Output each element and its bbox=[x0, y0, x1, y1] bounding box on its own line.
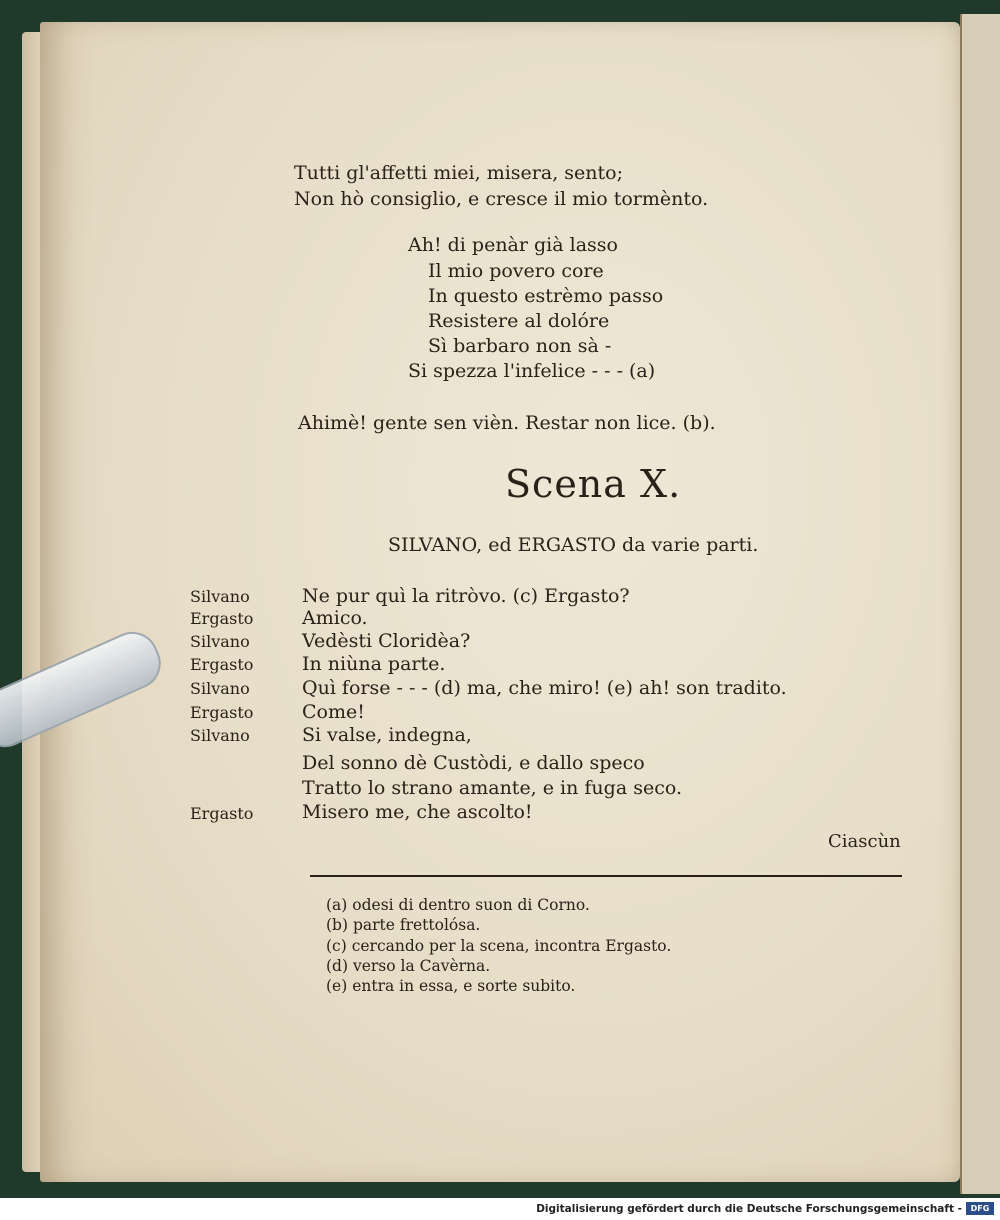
dialogue-line: Misero me, che ascolto! bbox=[302, 801, 533, 823]
aria-line-5: Sì barbaro non sà - bbox=[428, 335, 612, 357]
footnote: (b) parte frettolósa. bbox=[326, 916, 481, 934]
closing-line: Ahimè! gente sen vièn. Restar non lice. (b). bbox=[298, 412, 716, 434]
dfg-logo: DFG bbox=[966, 1202, 994, 1215]
verse-line-1: Tutti gl'affetti miei, misera, sento; bbox=[294, 162, 623, 184]
speaker-name: Silvano bbox=[190, 726, 250, 745]
footnote: (c) cercando per la scena, incontra Ergasto. bbox=[326, 937, 672, 955]
aria-line-1: Ah! di penàr già lasso bbox=[408, 234, 618, 256]
dialogue-line: Come! bbox=[302, 701, 365, 723]
dialogue-line: In niùna parte. bbox=[302, 653, 446, 675]
catchword: Ciascùn bbox=[828, 831, 901, 852]
dialogue-line: Ne pur quì la ritròvo. (c) Ergasto? bbox=[302, 585, 630, 607]
speaker-name: Silvano bbox=[190, 632, 250, 651]
aria-line-4: Resistere al dolóre bbox=[428, 310, 610, 332]
digitization-footer bbox=[0, 1198, 1000, 1220]
footer-text: Digitalisierung gefördert durch die Deutsche Forschungsgemeinschaft - bbox=[536, 1203, 962, 1215]
dialogue-line: Tratto lo strano amante, e in fuga seco. bbox=[302, 777, 682, 799]
dialogue-line: Si valse, indegna, bbox=[302, 724, 472, 746]
dialogue-line: Quì forse - - - (d) ma, che miro! (e) ah! son tradito. bbox=[302, 677, 787, 699]
footnote: (d) verso la Cavèrna. bbox=[326, 957, 491, 975]
scene-title: Scena X. bbox=[505, 462, 682, 506]
speaker-name: Silvano bbox=[190, 679, 250, 698]
scene-subtitle: SILVANO, ed ERGASTO da varie parti. bbox=[388, 534, 759, 556]
aria-line-3: In questo estrèmo passo bbox=[428, 285, 664, 307]
footnote: (e) entra in essa, e sorte subito. bbox=[326, 977, 576, 995]
dialogue-line: Del sonno dè Custòdi, e dallo speco bbox=[302, 752, 645, 774]
speaker-name: Ergasto bbox=[190, 655, 254, 674]
aria-line-2: Il mio povero core bbox=[428, 260, 604, 282]
dialogue-line: Vedèsti Cloridèa? bbox=[302, 630, 471, 652]
verse-line-2: Non hò consiglio, e cresce il mio tormènto. bbox=[294, 188, 709, 210]
speaker-name: Ergasto bbox=[190, 703, 254, 722]
adjacent-page-edge bbox=[960, 14, 1000, 1194]
footnote: (a) odesi di dentro suon di Corno. bbox=[326, 896, 590, 914]
dialogue-line: Amico. bbox=[302, 607, 368, 629]
aria-line-6: Si spezza l'infelice - - - (a) bbox=[408, 360, 656, 382]
footnote-rule bbox=[310, 875, 902, 877]
speaker-name: Silvano bbox=[190, 587, 250, 606]
speaker-name: Ergasto bbox=[190, 804, 254, 823]
speaker-name: Ergasto bbox=[190, 609, 254, 628]
